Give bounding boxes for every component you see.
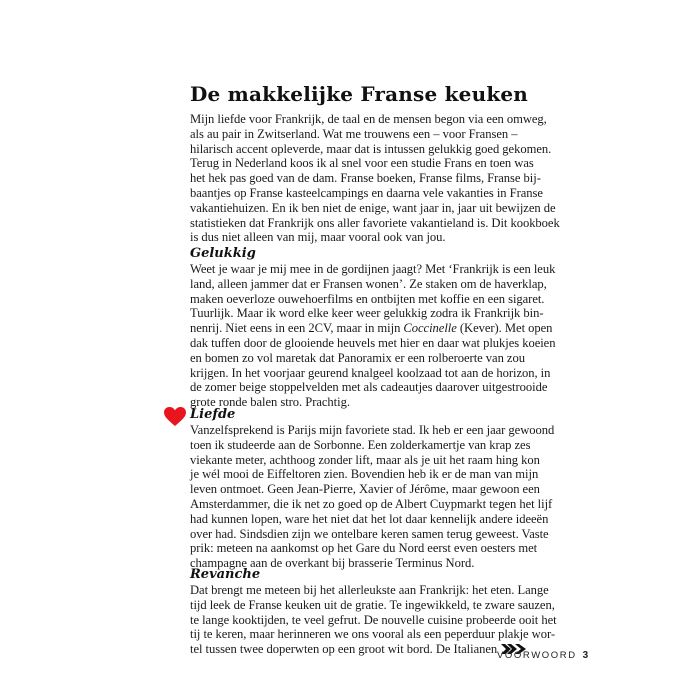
text-line: hilarisch accent opleverde, maar dat is intussen gelukkig goed gekomen. [190,141,552,156]
gelukkig-section [190,246,556,410]
revanche-section [190,567,557,657]
intro-paragraph [190,112,560,245]
text-segment: tel tussen twee doperwten op een groot wit bord. De Italianen [190,642,498,657]
text-line: is dus niet alleen van mij, maar vooral ook van jou. [190,230,446,245]
text-line: leven ontmoet. Geen Jean-Pierre, Xavier of Jérôme, maar gewoon een [190,482,540,497]
text-line: land, alleen jammer dat er Fransen wonen’. Ze staken om de haverklap, [190,276,547,291]
text-line: champagne aan de overkant bij brasserie Terminus Nord. [190,556,475,571]
section-heading-gelukkig: Gelukkig [190,246,256,261]
intro-section [190,112,560,245]
text-line: te lange kooktijden, te veel gefrut. De nouvelle cuisine probeerde ooit het [190,612,557,627]
heart-icon [164,407,186,427]
text-line: had kunnen lopen, ware het niet dat het lot daar kennelijk andere ideeën [190,511,549,526]
text-line: grote ronde balen stro. Prachtig. [190,395,350,410]
text-line: viekante meter, achthoog zonder lift, maar als je uit het raam hing kon [190,452,540,467]
text-segment: (Kever). Met open [456,321,553,336]
text-line: baantjes op Franse kasteelcampings en daarna vele vakanties in Franse [190,185,543,200]
text-line: het hek pas goed van de dam. Franse boeken, Franse films, Franse bij- [190,171,541,186]
text-line: Tuurlijk. Maar ik word elke keer weer gelukkig zodra ik Frankrijk bin- [190,306,544,321]
footer-section-label: VOORWOORD [497,650,577,661]
text-line: over had. Sindsdien zijn we ontelbare keren samen terug geweest. Vaste [190,526,549,541]
revanche-paragraph [190,583,557,657]
text-line: dak tuffen door de glooiende heuvels met hier en daar wat plukjes koeien [190,335,556,350]
text-line: als au pair in Zwitserland. Wat me trouwens een – voor Fransen – [190,126,518,141]
text-line: krijgen. In het voorjaar geurend knalgeel koolzaad tot aan de horizon, in [190,365,551,380]
text-line: Amsterdammer, die ik net zo goed op de Albert Cuypmarkt tegen het lijf [190,496,553,511]
italic-term: Coccinelle [403,321,457,336]
text-line: je wél mooi de Eiffeltoren zien. Bovendien heb ik er de man van mijn [190,467,539,482]
text-line: tijd leek de Franse keuken uit de gratie. Te ingewikkeld, te zware sauzen, [190,597,555,612]
text-line [190,321,553,336]
text-line: tij te keren, maar herinneren we ons vooral als een peperduur plakje wor- [190,627,556,642]
section-heading-liefde: Liefde [190,407,236,422]
text-line: Dat brengt me meteen bij het allerleukste aan Frankrijk: het eten. Lange [190,583,549,597]
text-line: en bomen zo vol maretak dat Panoramix er een rolberoerte van zou [190,350,525,365]
text-line: Weet je waar je mij mee in de gordijnen jaagt? Met ‘Frankrijk is een leuk [190,262,556,276]
text-line: maken oeverloze ouwehoerfilms en ontbijten met koffie en een sigaret. [190,291,545,306]
liefde-section [190,407,555,571]
text-line: Mijn liefde voor Frankrijk, de taal en de mensen begon via een omweg, [190,112,547,126]
text-segment: nenrij. Niet eens in een 2CV, maar in mijn [190,321,404,336]
page-number: 3 [582,650,589,661]
liefde-paragraph [190,423,555,571]
text-line: prik: meteen na aankomst op het Gare du Nord eerst even oesters met [190,541,538,556]
text-line [190,642,530,657]
text-line: toen ik studeerde aan de Sorbonne. Een zolderkamertje van krap zes [190,437,531,452]
text-line: Vanzelfsprekend is Parijs mijn favoriete stad. Ik heb er een jaar gewoond [190,423,555,437]
text-line: Terug in Nederland koos ik al snel voor een studie Frans en toen was [190,156,534,171]
page-title: De makkelijke Franse keuken [190,82,529,106]
section-heading-revanche: Revanche [190,567,261,582]
text-line: vakantiehuizen. En ik ben niet de enige, want jaar in, jaar uit bewijzen de [190,200,556,215]
text-line: statistieken dat Frankrijk ons aller favoriete vakantieland is. Dit kookboek [190,215,560,230]
text-line: de zomer beige stoppelvelden met als cadeautjes daarover uitgestrooide [190,380,548,395]
page-footer [497,650,588,661]
gelukkig-paragraph [190,262,556,410]
